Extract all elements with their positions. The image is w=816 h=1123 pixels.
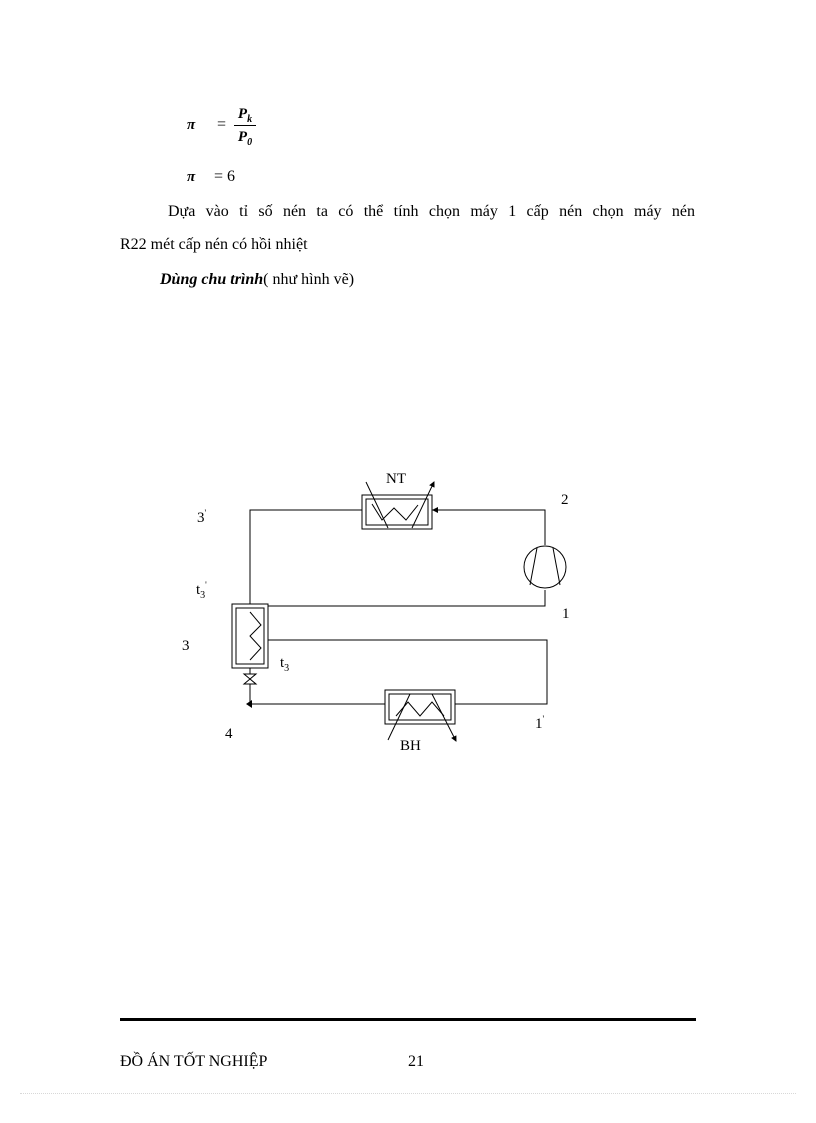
label-point-3-prime: 3' [197,508,207,526]
pi-symbol-2: π [187,169,196,185]
footer-title: ĐỒ ÁN TỐT NGHIỆP [120,1053,268,1070]
equals-sign: = [217,116,227,133]
valve-top [244,674,256,679]
fraction-denominator: $P_0$ [237,129,253,149]
label-t3: $t_3$ [280,655,290,674]
pipe-2 [432,510,545,545]
label-point-1-prime: 1' [535,714,545,732]
valve-bottom [244,679,256,684]
pipe-1-to-hx [268,590,545,606]
pi-symbol: π [187,117,196,133]
cycle-caption-rest: ( như hình vẽ) [263,271,355,288]
compressor-line-right [553,548,560,585]
page-number: 21 [408,1053,424,1070]
label-nt: NT [386,471,406,487]
pipe-3prime-to-nt [250,510,362,604]
condenser-flow-out [412,482,434,528]
evaporator-flow-out [432,694,456,741]
label-point-1: 1 [562,606,570,622]
fraction-numerator: $P_k$ [237,106,253,126]
label-bh: BH [400,738,421,754]
condenser-nt-inner [366,499,428,525]
compressor-line-left [530,548,537,585]
evaporator-flow-in [388,694,410,740]
label-point-2: 2 [561,492,569,508]
condenser-nt-box [362,495,432,529]
paragraph-line-2: R22 mét cấp nén có hồi nhiệt [120,236,308,253]
page-edge [20,1093,796,1094]
footer-rule [120,1018,696,1021]
label-t3-prime: $t_3'$ [196,580,207,601]
regen-hx-coil [250,612,261,660]
pipe-4 [250,684,385,704]
flow-arrow-4 [246,700,252,708]
formula-value: = 6 [214,168,236,185]
label-point-3: 3 [182,638,190,654]
condenser-coil [372,504,418,520]
paragraph-line-1: Dựa vào tỉ số nén ta có thể tính chọn máy 1 cấp nén chọn máy nén [168,203,695,220]
condenser-flow-in [366,482,388,528]
label-point-4: 4 [225,726,233,742]
cycle-caption-bold: Dùng chu trình [160,271,264,288]
